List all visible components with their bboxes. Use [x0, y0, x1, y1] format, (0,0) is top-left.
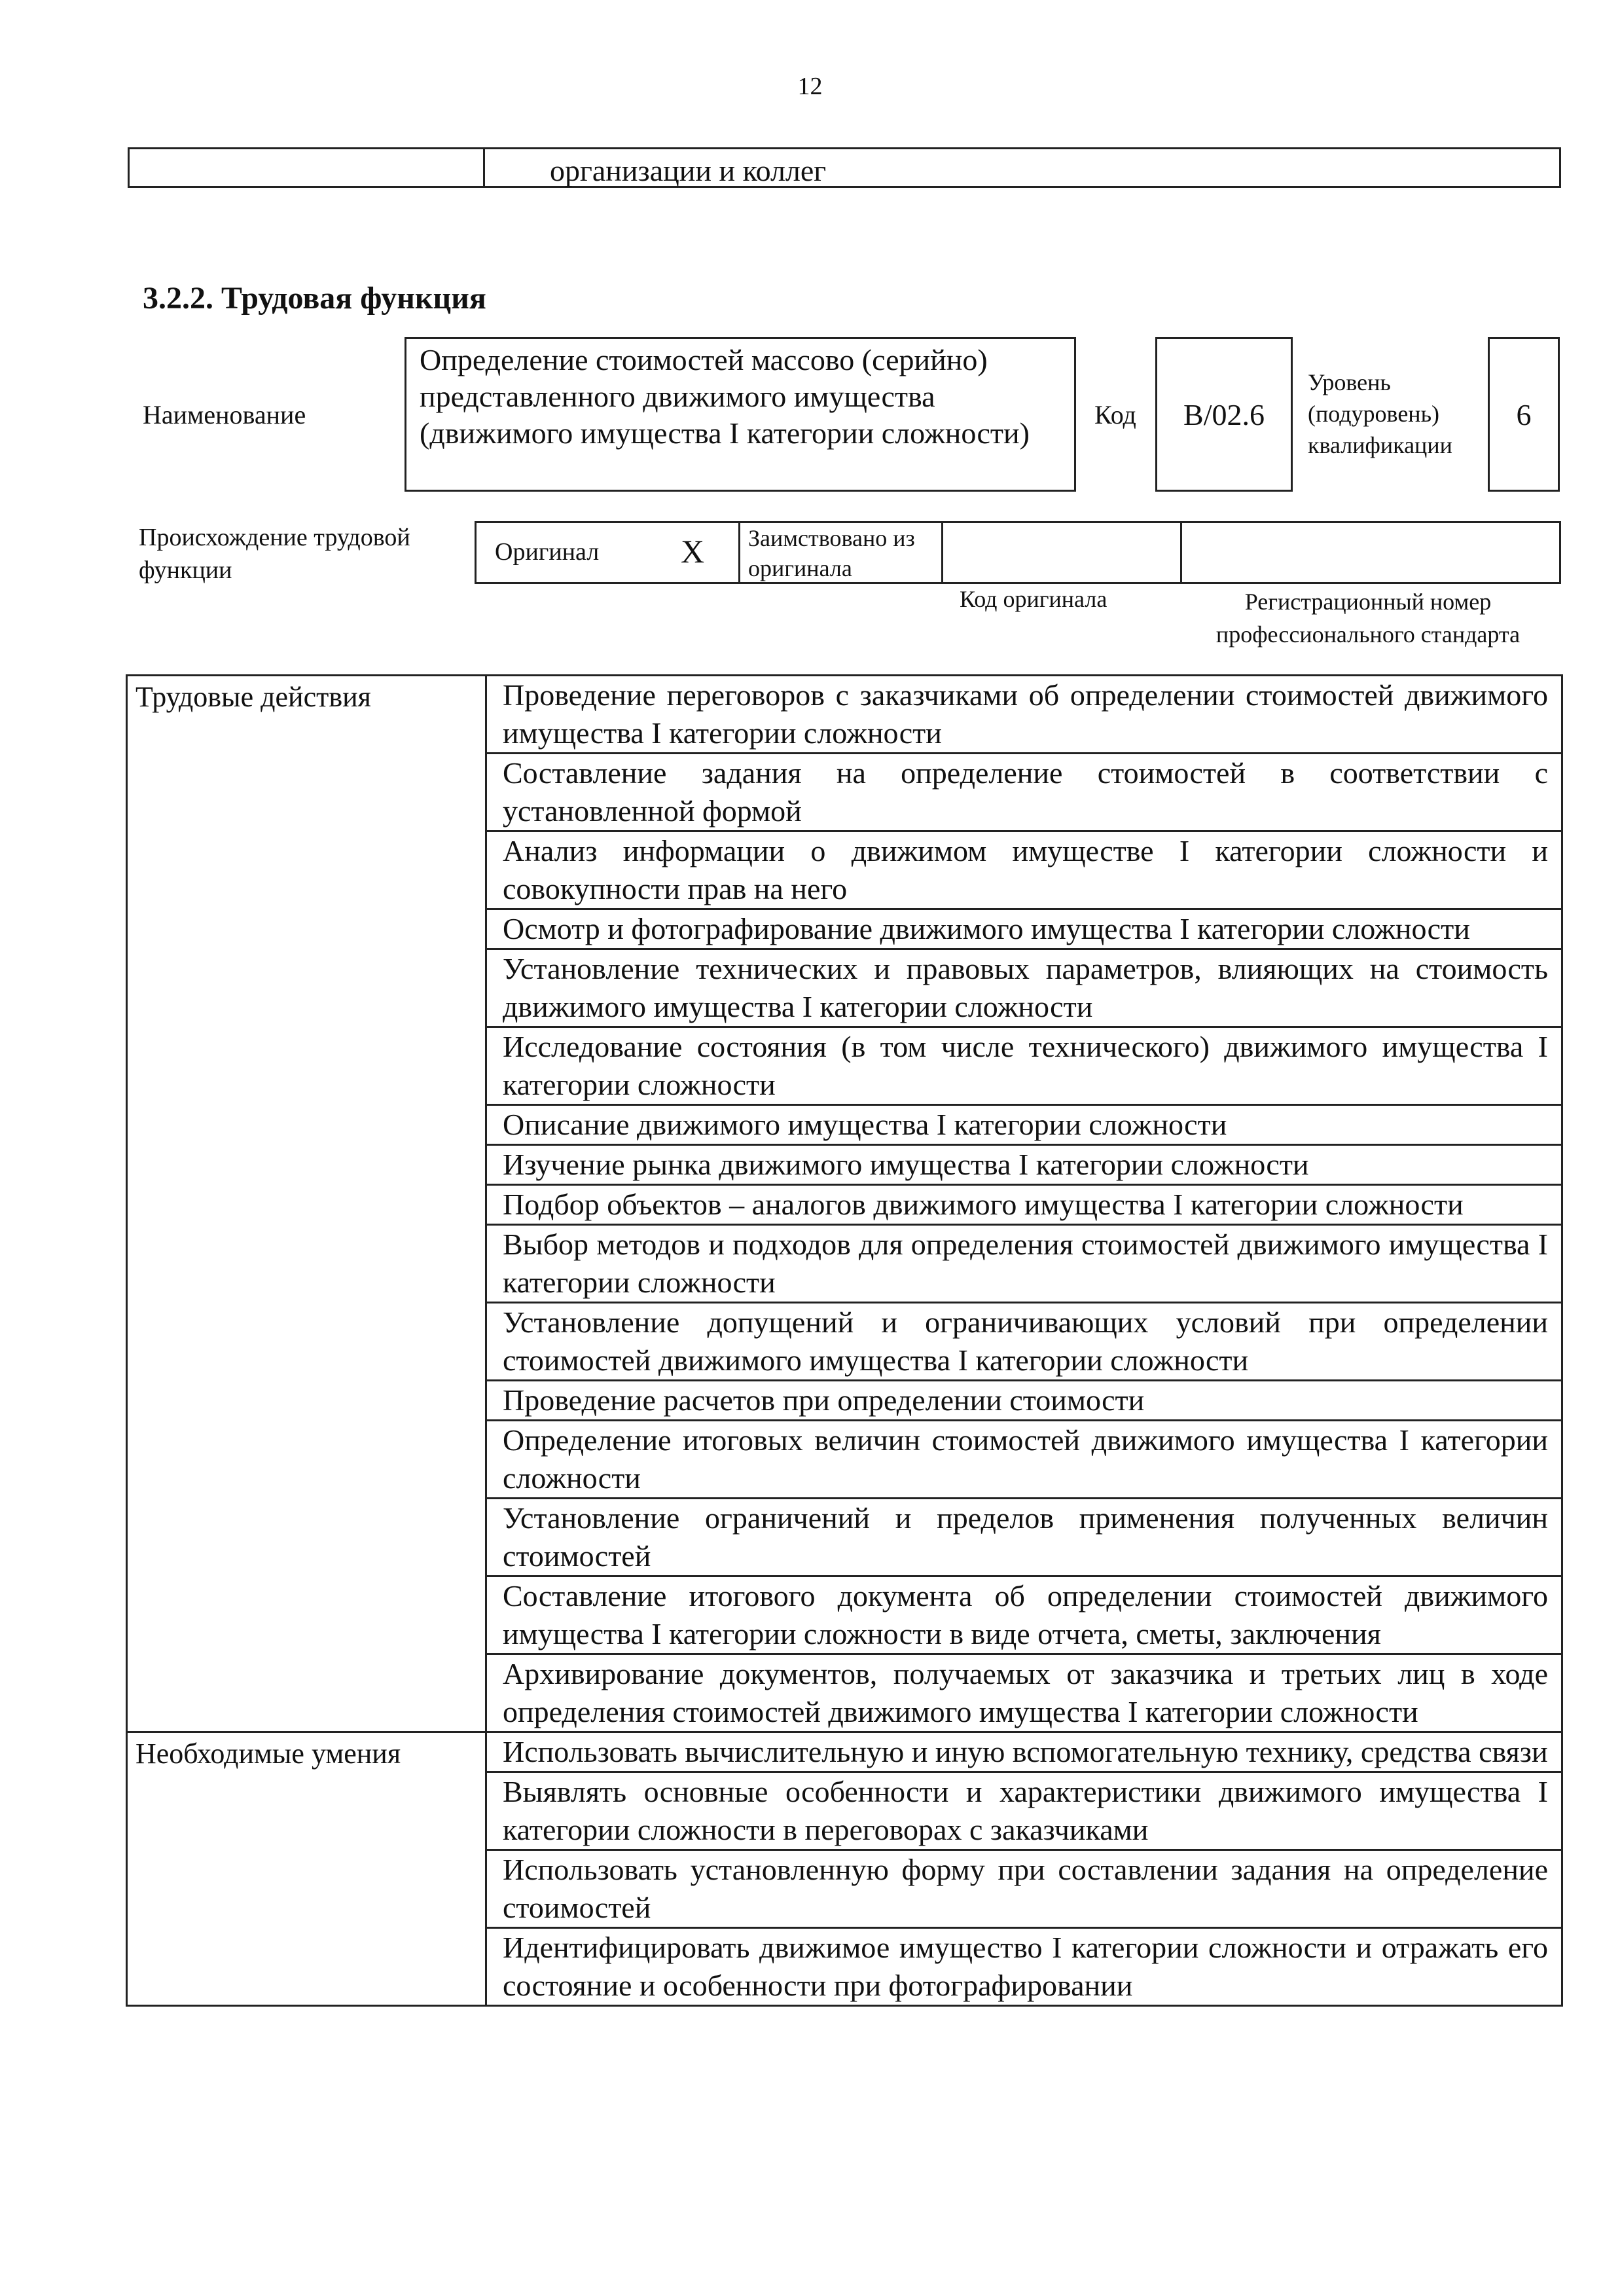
section-heading: 3.2.2. Трудовая функция — [143, 281, 486, 316]
origin-label: Происхождение трудовой функции — [139, 524, 410, 584]
continuation-cell-text: организации и коллег — [550, 154, 827, 187]
page-number: 12 — [797, 73, 823, 100]
labor-actions-item: Составление итогового документа об определении стоимостей движимого имущества I категории сложности в виде отчета, сметы, заключения — [486, 1576, 1562, 1654]
labor-actions-item: Проведение расчетов при определении стоимости — [486, 1381, 1562, 1421]
original-mark: X — [681, 533, 705, 570]
qualification-level-value: 6 — [1516, 397, 1532, 431]
borrowed-label: Заимствовано из оригинала — [748, 525, 915, 581]
column-divider — [1180, 523, 1182, 582]
required-skills-item: Выявлять основные особенности и характеристики движимого имущества I категории сложности в переговорах с заказчиками — [486, 1772, 1562, 1850]
labor-actions-item: Подбор объектов – аналогов движимого имущества I категории сложности — [486, 1185, 1562, 1225]
qualification-level-box — [1488, 337, 1560, 492]
labor-actions-item: Проведение переговоров с заказчиками об определении стоимостей движимого имущества I категории сложности — [486, 676, 1562, 754]
function-code-box — [1155, 337, 1293, 492]
labor-actions-item: Составление задания на определение стоимостей в соответствии с установленной формой — [486, 754, 1562, 831]
required-skills-label: Необходимые умения — [127, 1732, 486, 2006]
original-code-caption: Код оригинала — [960, 586, 1107, 612]
column-divider — [941, 523, 943, 582]
labor-actions-item: Описание движимого имущества I категории сложности — [486, 1105, 1562, 1145]
origin-table-row — [475, 521, 1561, 584]
original-label: Оригинал — [495, 538, 600, 566]
labor-actions-item: Изучение рынка движимого имущества I категории сложности — [486, 1145, 1562, 1185]
labor-actions-item: Архивирование документов, получаемых от заказчика и третьих лиц в ходе определения стоимостей движимого имущества I категории сложности — [486, 1654, 1562, 1732]
continuation-table-row — [128, 147, 1561, 188]
labor-actions-item: Анализ информации о движимом имуществе I категории сложности и совокупности прав на него — [486, 831, 1562, 909]
labor-actions-item: Определение итоговых величин стоимостей движимого имущества I категории сложности — [486, 1421, 1562, 1499]
name-label: Наименование — [143, 400, 306, 429]
column-divider — [738, 523, 740, 582]
labor-actions-item: Исследование состояния (в том числе технического) движимого имущества I категории сложности — [486, 1027, 1562, 1105]
function-code-value: B/02.6 — [1183, 397, 1265, 431]
labor-actions-item: Выбор методов и подходов для определения стоимостей движимого имущества I категории сложности — [486, 1225, 1562, 1303]
table-row — [127, 676, 1562, 754]
required-skills-item: Идентифицировать движимое имущество I категории сложности и отражать его состояние и особенности при фотографировании — [486, 1928, 1562, 2006]
registration-number-caption: Регистрационный номер профессионального стандарта — [1215, 589, 1521, 647]
labor-actions-label: Трудовые действия — [127, 676, 486, 1732]
labor-function-table — [126, 674, 1563, 2007]
code-label: Код — [1094, 400, 1136, 429]
labor-actions-item: Установление допущений и ограничивающих условий при определении стоимостей движимого имущества I категории сложности — [486, 1303, 1562, 1381]
required-skills-item: Использовать вычислительную и иную вспомогательную технику, средства связи — [486, 1732, 1562, 1772]
function-name-box: Определение стоимостей массово (серийно) представленного движимого имущества (движимого имущества I категории сложности) — [405, 337, 1076, 492]
required-skills-item: Использовать установленную форму при составлении задания на определение стоимостей — [486, 1850, 1562, 1928]
labor-actions-item: Осмотр и фотографирование движимого имущества I категории сложности — [486, 909, 1562, 949]
table-row — [127, 1732, 1562, 1772]
labor-actions-item: Установление ограничений и пределов применения полученных величин стоимостей — [486, 1499, 1562, 1576]
column-divider — [483, 149, 485, 186]
qualification-level-label: Уровень (подуровень) квалификации — [1308, 369, 1452, 458]
labor-actions-item: Установление технических и правовых параметров, влияющих на стоимость движимого имущества I категории сложности — [486, 949, 1562, 1027]
